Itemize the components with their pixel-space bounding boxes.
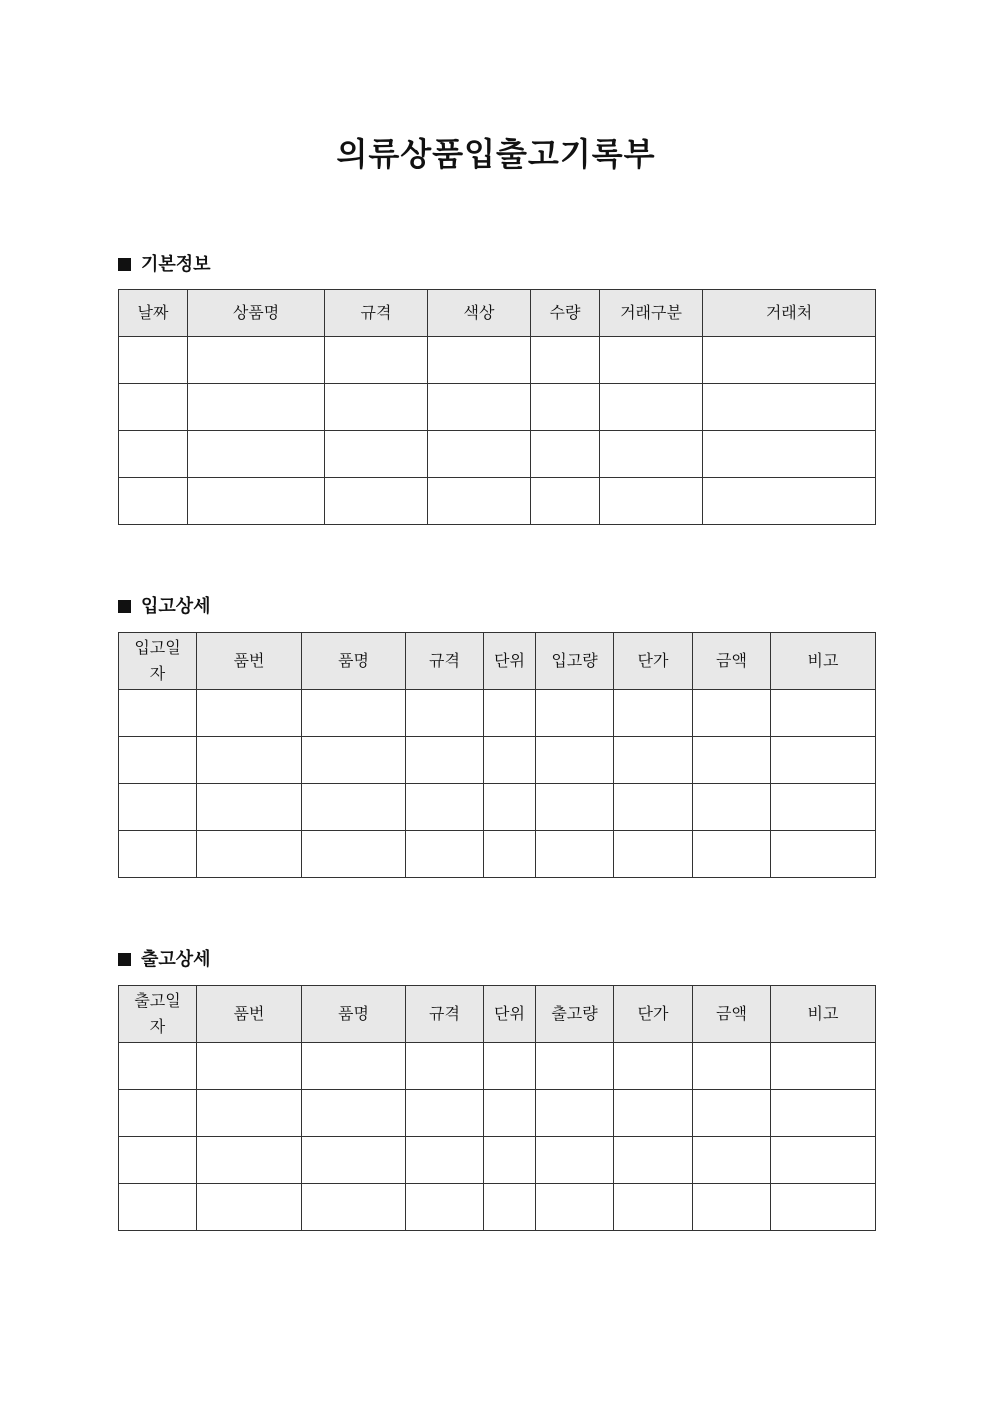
column-header: 입고일자 [119,633,197,690]
table-cell[interactable] [771,784,876,831]
section-heading-outbound-detail [118,948,211,972]
table-cell[interactable] [428,337,531,384]
section-heading-basic-info [118,253,211,277]
table-cell[interactable] [119,478,188,525]
table-cell[interactable] [600,478,703,525]
table-cell[interactable] [406,1043,484,1090]
table-header-row [119,290,876,337]
table-cell[interactable] [693,831,771,878]
table-row [119,1184,876,1231]
column-header: 출고량 [536,986,614,1043]
square-bullet-icon [118,600,131,613]
table-cell[interactable] [197,784,302,831]
inbound-detail-table [118,632,876,878]
table-cell[interactable] [406,784,484,831]
table-cell[interactable] [536,1137,614,1184]
table-cell[interactable] [614,1137,693,1184]
table-cell[interactable] [771,1043,876,1090]
column-header: 거래구분 [600,290,703,337]
table-cell[interactable] [119,1184,197,1231]
column-header: 규격 [406,633,484,690]
column-header: 금액 [693,986,771,1043]
table-cell[interactable] [406,690,484,737]
table-cell[interactable] [536,784,614,831]
table-cell[interactable] [614,1090,693,1137]
table-cell[interactable] [119,1090,197,1137]
table-cell[interactable] [428,478,531,525]
column-header: 비고 [771,633,876,690]
table-cell[interactable] [428,431,531,478]
column-header: 거래처 [703,290,876,337]
table-row [119,1090,876,1137]
table-row [119,1043,876,1090]
table-cell[interactable] [119,384,188,431]
column-header: 날짜 [119,290,188,337]
table-cell[interactable] [531,384,600,431]
column-header: 규격 [406,986,484,1043]
table-cell[interactable] [325,384,428,431]
table-cell[interactable] [302,690,406,737]
table-cell[interactable] [771,1090,876,1137]
table-cell[interactable] [188,478,325,525]
column-header: 상품명 [188,290,325,337]
table-row [119,431,876,478]
table-cell[interactable] [406,1184,484,1231]
square-bullet-icon [118,953,131,966]
table-cell[interactable] [197,831,302,878]
column-header: 비고 [771,986,876,1043]
section-heading-label: 기본정보 [141,254,211,275]
table-cell[interactable] [119,737,197,784]
table-cell[interactable] [484,1043,536,1090]
column-header: 품명 [302,633,406,690]
column-header: 금액 [693,633,771,690]
column-header: 단위 [484,633,536,690]
table-cell[interactable] [693,1184,771,1231]
table-cell[interactable] [531,431,600,478]
column-header: 출고일자 [119,986,197,1043]
table-cell[interactable] [406,1137,484,1184]
table-row [119,1137,876,1184]
table-cell[interactable] [693,1137,771,1184]
column-header: 품번 [197,986,302,1043]
table-cell[interactable] [119,831,197,878]
table-cell[interactable] [188,384,325,431]
table-cell[interactable] [406,831,484,878]
table-cell[interactable] [693,690,771,737]
table-cell[interactable] [325,337,428,384]
table-cell[interactable] [484,690,536,737]
table-cell[interactable] [536,1090,614,1137]
table-row [119,737,876,784]
table-cell[interactable] [531,337,600,384]
table-cell[interactable] [531,478,600,525]
table-cell[interactable] [536,831,614,878]
column-header: 단가 [614,986,693,1043]
column-header: 규격 [325,290,428,337]
table-cell[interactable] [119,1043,197,1090]
table-row [119,784,876,831]
column-header: 수량 [531,290,600,337]
table-cell[interactable] [119,784,197,831]
table-cell[interactable] [614,831,693,878]
square-bullet-icon [118,258,131,271]
table-cell[interactable] [693,1043,771,1090]
table-cell[interactable] [428,384,531,431]
table-cell[interactable] [693,737,771,784]
table-cell[interactable] [197,690,302,737]
table-cell[interactable] [197,1137,302,1184]
table-cell[interactable] [536,737,614,784]
table-cell[interactable] [484,784,536,831]
table-row [119,478,876,525]
table-cell[interactable] [614,784,693,831]
table-cell[interactable] [614,1043,693,1090]
table-cell[interactable] [484,1090,536,1137]
table-cell[interactable] [325,431,428,478]
table-cell[interactable] [119,337,188,384]
table-cell[interactable] [484,831,536,878]
section-heading-label: 출고상세 [141,949,211,970]
table-cell[interactable] [302,737,406,784]
table-cell[interactable] [302,1043,406,1090]
column-header: 색상 [428,290,531,337]
table-cell[interactable] [119,690,197,737]
table-cell[interactable] [693,1090,771,1137]
column-header: 입고량 [536,633,614,690]
column-header: 단가 [614,633,693,690]
table-cell[interactable] [614,737,693,784]
table-cell[interactable] [771,1137,876,1184]
table-cell[interactable] [302,1137,406,1184]
table-cell[interactable] [302,784,406,831]
table-cell[interactable] [197,1090,302,1137]
table-cell[interactable] [188,337,325,384]
table-cell[interactable] [703,431,876,478]
table-row [119,831,876,878]
table-cell[interactable] [188,431,325,478]
table-cell[interactable] [119,1137,197,1184]
table-cell[interactable] [484,1184,536,1231]
table-cell[interactable] [703,337,876,384]
table-cell[interactable] [197,1184,302,1231]
table-cell[interactable] [406,737,484,784]
table-cell[interactable] [302,1090,406,1137]
table-cell[interactable] [302,831,406,878]
table-cell[interactable] [771,1184,876,1231]
column-header: 품번 [197,633,302,690]
section-heading-inbound-detail [118,595,211,619]
table-cell[interactable] [197,1043,302,1090]
table-cell[interactable] [406,1090,484,1137]
table-cell[interactable] [484,1137,536,1184]
table-row [119,384,876,431]
document-title: 의류상품입출고기록부 [336,135,656,173]
table-row [119,690,876,737]
column-header: 단위 [484,986,536,1043]
table-header-row [119,986,876,1043]
table-cell[interactable] [536,1184,614,1231]
table-cell[interactable] [325,478,428,525]
table-cell[interactable] [614,690,693,737]
table-row [119,337,876,384]
table-cell[interactable] [536,690,614,737]
table-cell[interactable] [119,431,188,478]
table-cell[interactable] [484,737,536,784]
section-heading-label: 입고상세 [141,596,211,617]
table-header-row [119,633,876,690]
table-cell[interactable] [771,737,876,784]
table-cell[interactable] [703,478,876,525]
table-cell[interactable] [703,384,876,431]
basic-info-table [118,289,876,525]
table-cell[interactable] [600,337,703,384]
table-cell[interactable] [693,784,771,831]
table-cell[interactable] [536,1043,614,1090]
table-cell[interactable] [600,431,703,478]
table-cell[interactable] [614,1184,693,1231]
column-header: 품명 [302,986,406,1043]
table-cell[interactable] [771,831,876,878]
table-cell[interactable] [771,690,876,737]
table-cell[interactable] [302,1184,406,1231]
table-cell[interactable] [197,737,302,784]
table-cell[interactable] [600,384,703,431]
outbound-detail-table [118,985,876,1231]
